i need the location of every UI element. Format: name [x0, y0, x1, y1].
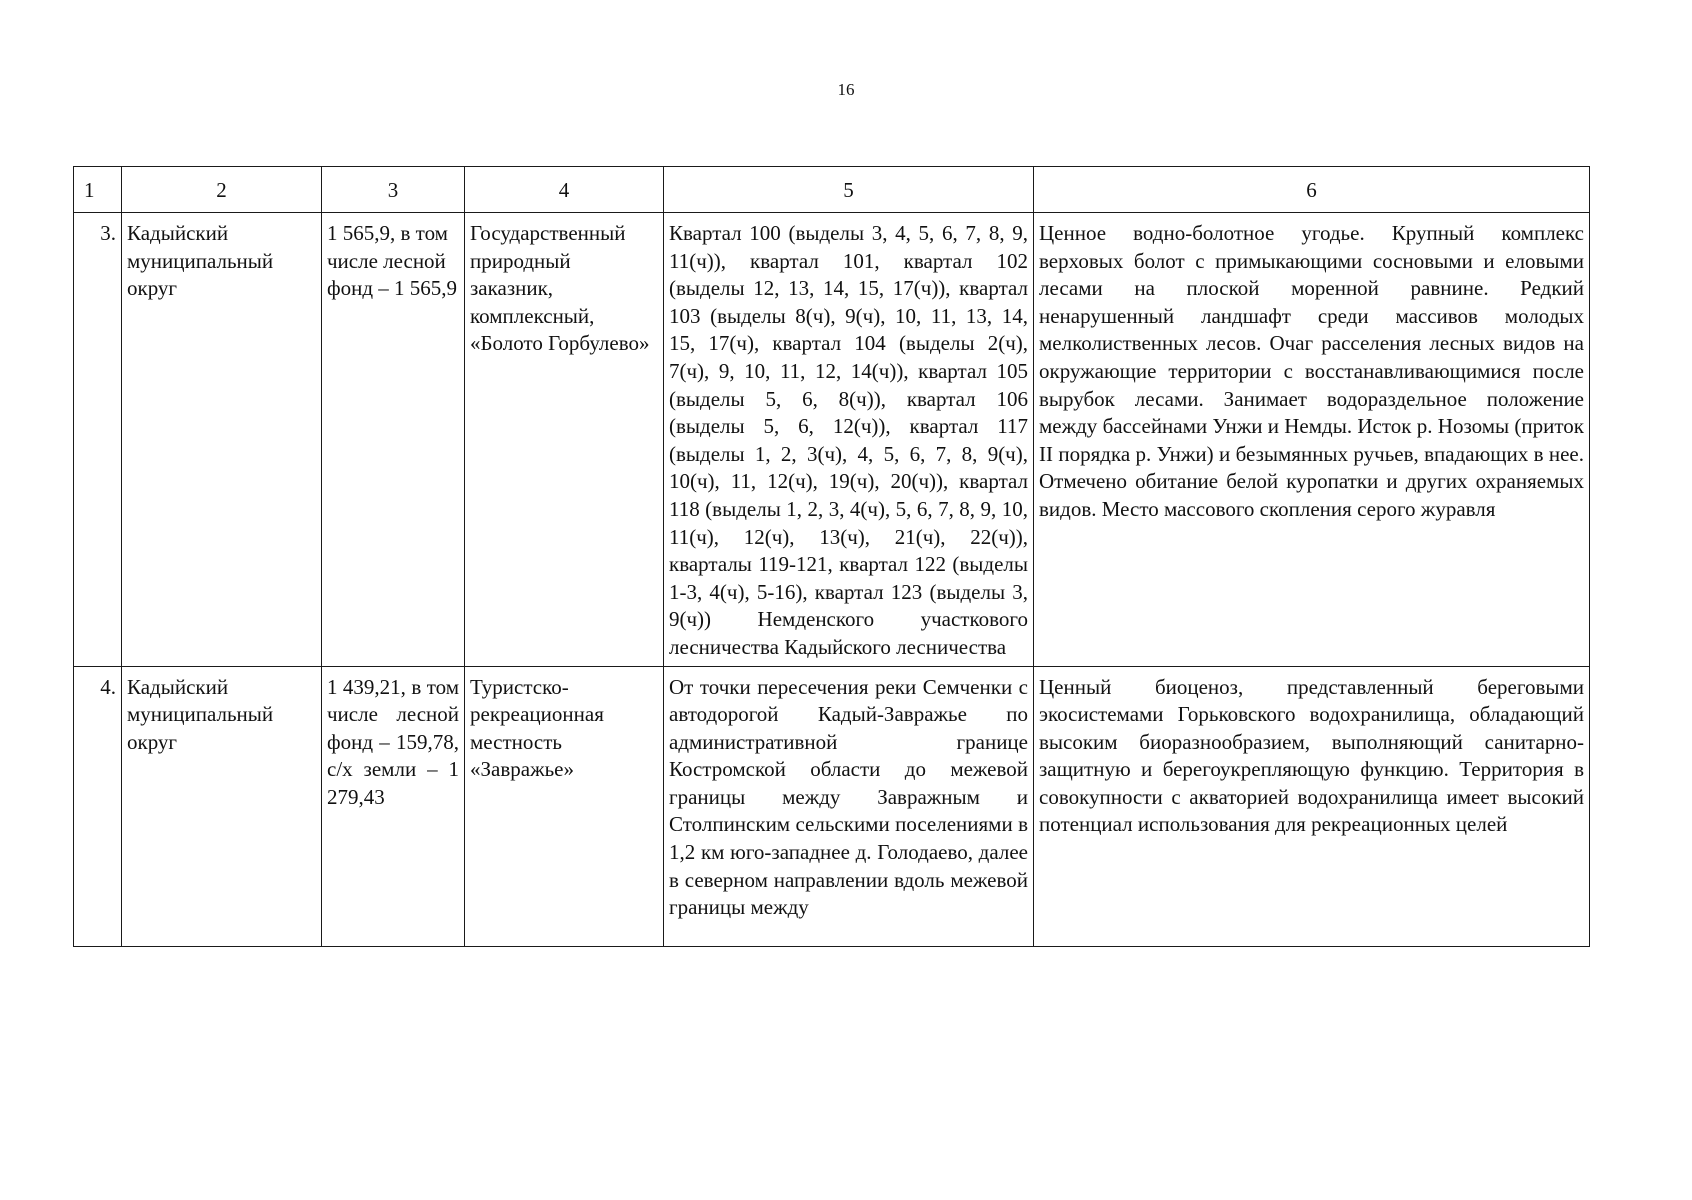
description-cell: Ценное водно-болотное угодье. Крупный комплекс верховых болот с примыкающими сосновыми и еловыми лесами на плоской моренной равнине. Редкий ненарушенный ландшафт среди массивов молодых мелколиственных лесов. Очаг расселения лесных видов на окружающие территории с восстанавливающимися после вырубок лесами. Занимает водораздельное положение между бассейнами Унжи и Немды. Исток р. Нозомы (приток II порядка р. Унжи) и безымянных ручьев, впадающих в нее. Отмечено обитание белой куропатки и других охраняемых видов. Место массового скопления серого журавля: [1034, 213, 1590, 667]
row-number: 3.: [74, 213, 122, 667]
column-header-1: 1: [74, 167, 122, 213]
protected-areas-table: [73, 166, 1590, 947]
category-cell: Государственный природный заказник, комплексный, «Болото Горбулево»: [465, 213, 664, 667]
district-cell: Кадыйский муниципальный округ: [122, 666, 322, 946]
boundaries-cell: Квартал 100 (выделы 3, 4, 5, 6, 7, 8, 9, 11(ч)), квартал 101, квартал 102 (выделы 12, 13, 14, 15, 17(ч)), квартал 103 (выделы 8(ч), 9(ч), 10, 11, 13, 14, 15, 17(ч), квартал 104 (выделы 2(ч), 7(ч), 9, 10, 11, 12, 14(ч)), квартал 105 (выделы 5, 6, 8(ч)), квартал 106 (выделы 5, 6, 12(ч)), квартал 117 (выделы 1, 2, 3(ч), 4, 5, 6, 7, 8, 9(ч), 10(ч), 11, 12(ч), 19(ч), 20(ч)), квартал 118 (выделы 1, 2, 3, 4(ч), 5, 6, 7, 8, 9, 10, 11(ч), 12(ч), 13(ч), 21(ч), 22(ч)), кварталы 119-121, квартал 122 (выделы 1-3, 4(ч), 5-16), квартал 123 (выделы 3, 9(ч)) Немденского участкового лесничества Кадыйского лесничества: [664, 213, 1034, 667]
column-header-2: 2: [122, 167, 322, 213]
district-cell: Кадыйский муниципальный округ: [122, 213, 322, 667]
column-header-3: 3: [322, 167, 465, 213]
header-row: [74, 167, 1590, 213]
table-row: [74, 213, 1590, 667]
page-number: 16: [837, 80, 855, 99]
category-cell: Туристско-рекреационная местность «Завражье»: [465, 666, 664, 946]
table-row: [74, 666, 1590, 946]
column-header-4: 4: [465, 167, 664, 213]
column-header-6: 6: [1034, 167, 1590, 213]
row-number: 4.: [74, 666, 122, 946]
description-cell: Ценный биоценоз, представленный береговыми экосистемами Горьковского водохранилища, обладающий высоким биоразнообразием, выполняющий санитарно-защитную и берегоукрепляющую функцию. Территория в совокупности с акваторией водохранилища имеет высокий потенциал использования для рекреационных целей: [1034, 666, 1590, 946]
area-cell: 1 565,9, в том числе лесной фонд – 1 565,9: [322, 213, 465, 667]
column-header-5: 5: [664, 167, 1034, 213]
area-cell: 1 439,21, в том числе лесной фонд – 159,78, с/х земли – 1 279,43: [322, 666, 465, 946]
boundaries-cell: От точки пересечения реки Семченки с автодорогой Кадый-Завражье по административной границе Костромской области до межевой границы между Завражным и Столпинским сельскими поселениями в 1,2 км юго-западнее д. Голодаево, далее в северном направлении вдоль межевой границы между: [664, 666, 1034, 946]
